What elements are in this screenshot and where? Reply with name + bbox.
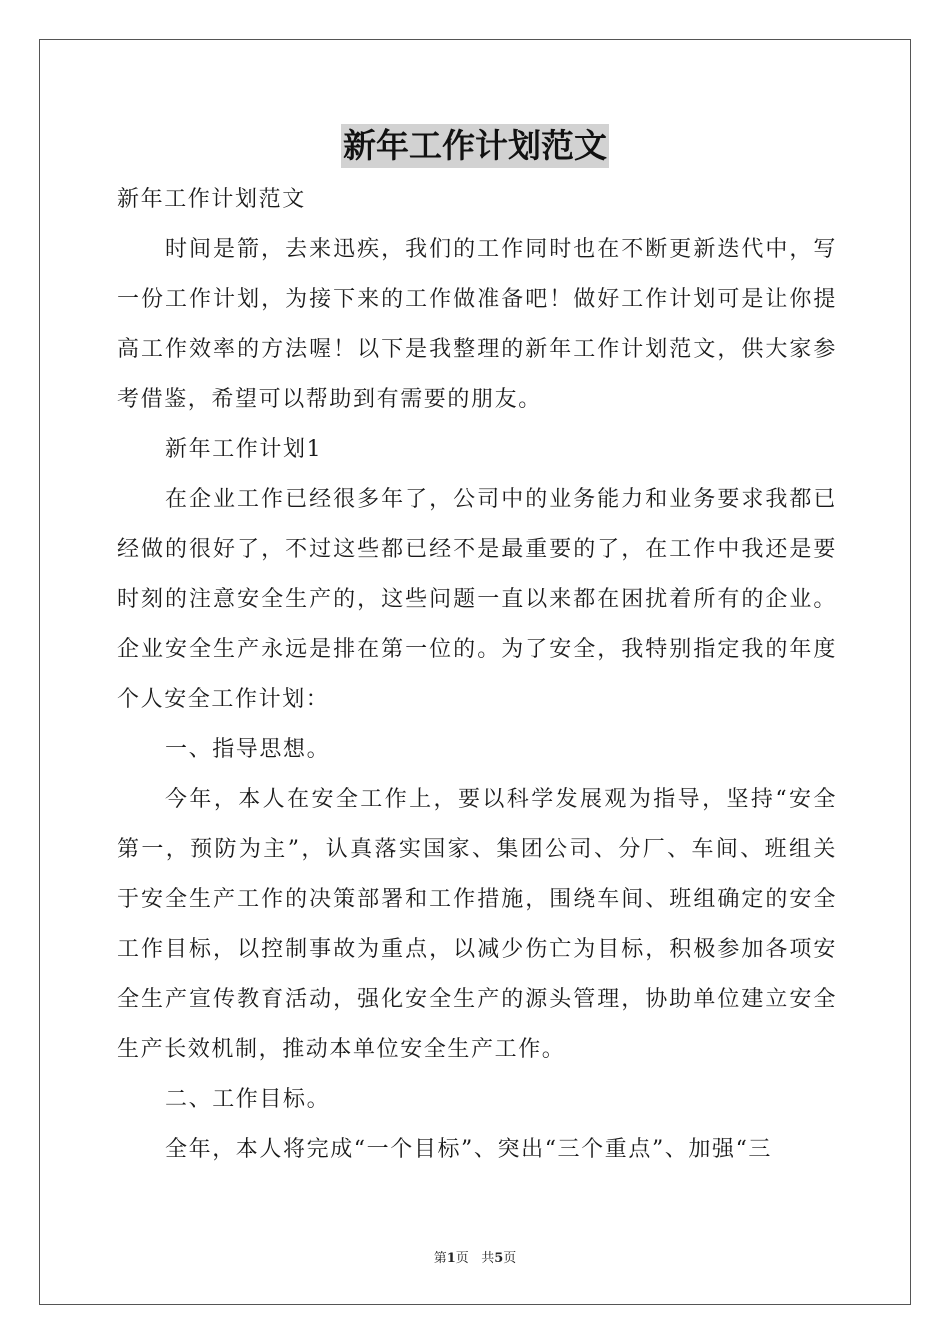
paragraph-guiding-thought: 今年，本人在安全工作上，要以科学发展观为指导，坚持“安全第一，预防为主”，认真落实国家、集团公司、分厂、车间、班组关于安全生产工作的决策部署和工作措施，围绕车间、班组确定的安全工作目标，以控制事故为重点，以减少伤亡为目标，积极参加各项安全生产宣传教育活动，强化安全生产的源头管理，协助单位建立安全生产长效机制，推动本单位安全生产工作。 — [117, 787, 837, 1062]
section-heading-guiding-thought: 一、指导思想。 — [165, 737, 331, 762]
section-heading-plan-1: 新年工作计划1 — [165, 437, 323, 462]
total-pages: 5 — [494, 1251, 504, 1266]
paragraph-plan-1-intro: 在企业工作已经很多年了，公司中的业务能力和业务要求我都已经做的很好了，不过这些都已经不是最重要的了，在工作中我还是要时刻的注意安全生产的，这些问题一直以来都在困扰着所有的企业。企业安全生产永远是排在第一位的。为了安全，我特别指定我的年度个人安全工作计划： — [117, 487, 837, 712]
document-body — [117, 175, 837, 1175]
section-heading-work-goals: 二、工作目标。 — [165, 1087, 331, 1112]
paragraph-subtitle: 新年工作计划范文 — [117, 187, 306, 212]
title-container — [0, 124, 950, 168]
page-prefix: 第 — [433, 1251, 447, 1266]
page-number: 1 — [446, 1251, 456, 1266]
paragraph-work-goals: 全年，本人将完成“一个目标”、突出“三个重点”、加强“三 — [165, 1137, 773, 1162]
document-title: 新年工作计划范文 — [341, 124, 609, 168]
total-suffix: 页 — [503, 1251, 517, 1266]
page-suffix: 页 — [455, 1251, 469, 1266]
paragraph-intro: 时间是箭，去来迅疾，我们的工作同时也在不断更新迭代中，写一份工作计划，为接下来的工作做准备吧！做好工作计划可是让你提高工作效率的方法喔！以下是我整理的新年工作计划范文，供大家参考借鉴，希望可以帮助到有需要的朋友。 — [117, 237, 837, 412]
total-prefix: 共 — [481, 1251, 495, 1266]
page-footer — [0, 1247, 950, 1266]
